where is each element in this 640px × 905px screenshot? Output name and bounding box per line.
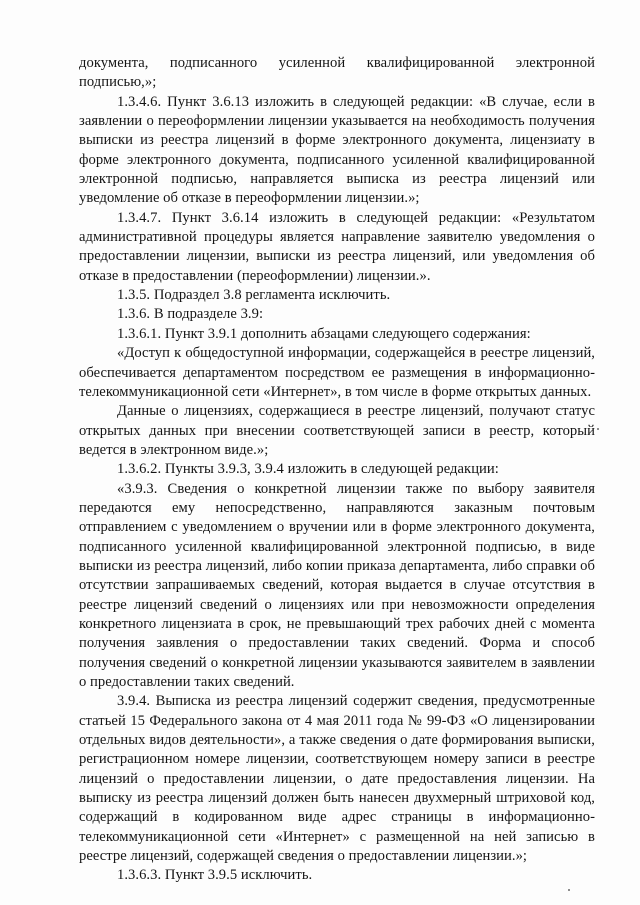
paragraph-quote-open-data-access: «Доступ к общедоступной информации, содержащейся в реестре лицензий, обеспечивается департаментом посредством ее размещения в информационно-телекоммуникационной сети «Интернет», в том числе в форме открытых данных.	[79, 345, 595, 400]
paragraph-1-3-6-2: 1.3.6.2. Пункты 3.9.3, 3.9.4 изложить в следующей редакции:	[117, 461, 499, 478]
paragraph-continuation: документа, подписанного усиленной квалифицированной электронной подписью,»;	[79, 55, 595, 91]
paragraph-1-3-4-6: 1.3.4.6. Пункт 3.6.13 изложить в следующей редакции: «В случае, если в заявлении о переоформлении лицензии указывается на необходимость получения выписки из реестра лицензий в форме электронного документа, лицензиату в форме электронного документа, подписанного усиленной квалифицированной электронной подписью, направляется выписка из реестра лицензий или уведомление об отказе в переоформлении лицензии.»;	[79, 93, 595, 207]
document-body	[79, 54, 595, 886]
paragraph-1-3-6-1: 1.3.6.1. Пункт 3.9.1 дополнить абзацами следующего содержания:	[117, 325, 531, 342]
paragraph-3-9-4: 3.9.4. Выписка из реестра лицензий содержит сведения, предусмотренные статьей 15 Федерального закона от 4 мая 2011 года № 99-ФЗ «О лицензировании отдельных видов деятельности», а также сведения о дате формирования выписки, регистрационном номере лицензии, соответствующем номеру записи в реестре лицензий о предоставлении лицензии, о дате предоставления лицензии. На выписку из реестра лицензий должен быть нанесен двухмерный штриховой код, содержащий в кодированном виде адрес страницы в информационно-телекоммуникационной сети «Интернет» с размещенной на ней записью в реестре лицензий, содержащей сведения о предоставлении лицензии.»;	[79, 693, 595, 865]
paragraph-1-3-6: 1.3.6. В подразделе 3.9:	[117, 306, 264, 323]
paragraph-1-3-5: 1.3.5. Подраздел 3.8 регламента исключить.	[117, 287, 391, 304]
scan-speck	[568, 889, 570, 891]
scan-speck	[597, 428, 599, 430]
paragraph-3-9-3: «3.9.3. Сведения о конкретной лицензии также по выбору заявителя передаются ему непосредственно, направляются заказным почтовым отправлением с уведомлением о вручении или в форме электронного документа, подписанного усиленной квалифицированной электронной подписью, в виде выписки из реестра лицензий, либо копии приказа департамента, либо справки об отсутствии запрашиваемых сведений, которая выдается в случае отсутствия в реестре лицензий сведений о лицензиях или при невозможности определения конкретного лицензиата в срок, не превышающий трех рабочих дней с момента получения заявления о предоставлении таких сведений. Форма и способ получения сведений о конкретной лицензии указываются заявителем в заявлении о предоставлении таких сведений.	[79, 480, 595, 690]
paragraph-open-data-status: Данные о лицензиях, содержащиеся в реестре лицензий, получают статус открытых данных при внесении соответствующей записи в реестр, который ведется в электронном виде.»;	[79, 403, 595, 458]
paragraph-1-3-4-7: 1.3.4.7. Пункт 3.6.14 изложить в следующей редакции: «Результатом административной процедуры является направление заявителю уведомления о предоставлении лицензии, выписки из реестра лицензий, или уведомления об отказе в предоставлении (переоформлении) лицензии.».	[79, 209, 595, 284]
paragraph-1-3-6-3: 1.3.6.3. Пункт 3.9.5 исключить.	[117, 867, 313, 884]
